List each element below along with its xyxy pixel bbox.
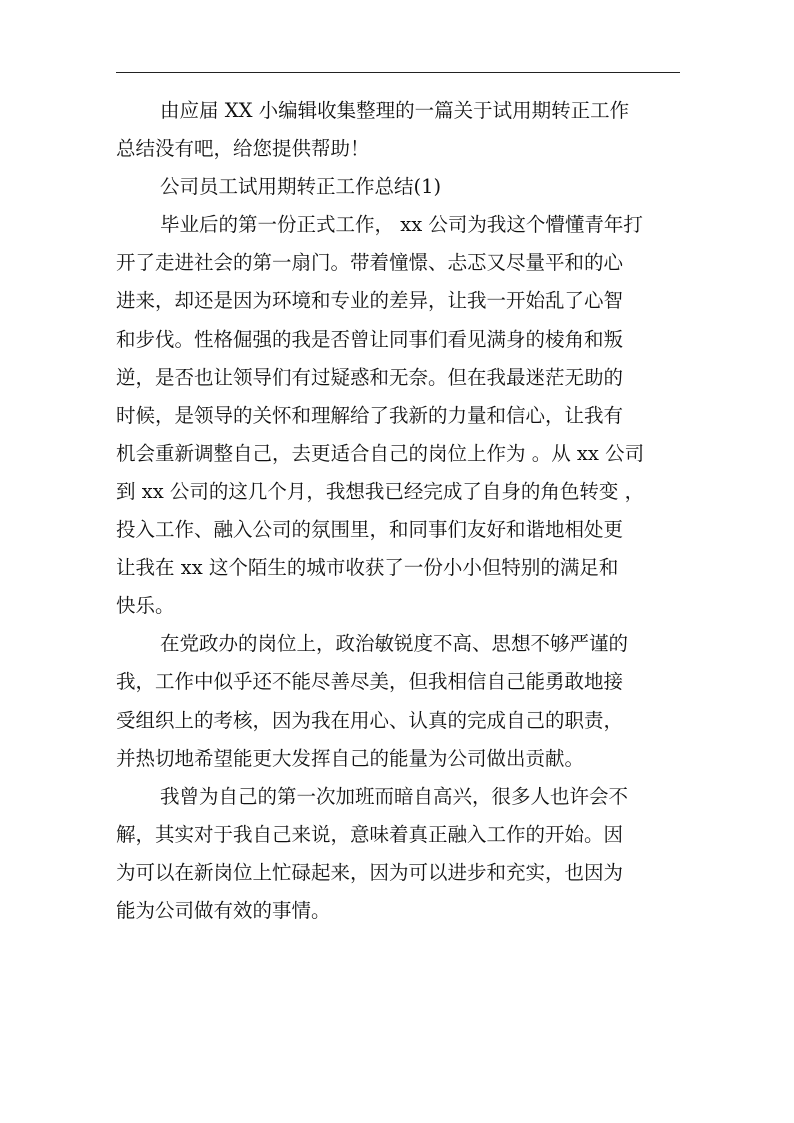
text-line: 毕业后的第一份正式工作， xx 公司为我这个懵懂青年打 <box>160 213 643 237</box>
text-line: 我曾为自己的第一次加班而暗自高兴，很多人也许会不 <box>160 784 629 808</box>
text-line: 在党政办的岗位上，政治敏锐度不高、思想不够严谨的 <box>160 632 629 656</box>
text-line: 由应届 XX 小编辑收集整理的一篇关于试用期转正工作 <box>160 99 630 122</box>
text-line: 快乐。 <box>116 594 175 618</box>
header-rule <box>116 72 680 73</box>
text-line: 能为公司做有效的事情。 <box>116 898 331 922</box>
text-line: 进来，却还是因为环境和专业的差异，让我一开始乱了心智 <box>116 289 624 313</box>
text-line: 投入工作、融入公司的氛围里，和同事们友好和谐地相处更 <box>116 518 624 542</box>
text-line: 到 xx 公司的这几个月，我想我已经完成了自身的角色转变 ， <box>116 479 645 503</box>
text-line: 为可以在新岗位上忙碌起来，因为可以进步和充实，也因为 <box>116 860 624 884</box>
text-line: 总结没有吧，给您提供帮助！ <box>116 137 370 161</box>
text-line: 和步伐。性格倔强的我是否曾让同事们看见满身的棱角和叛 <box>116 327 624 351</box>
text-line: 时候，是领导的关怀和理解给了我新的力量和信心，让我有 <box>116 403 624 427</box>
text-line: 解，其实对于我自己来说，意味着真正融入工作的开始。因 <box>116 822 624 846</box>
text-line: 机会重新调整自己，去更适合自己的岗位上作为 。从 xx 公司 <box>116 441 645 465</box>
section-heading: 公司员工试用期转正工作总结(1) <box>160 175 442 199</box>
text-line: 让我在 xx 这个陌生的城市收获了一份小小但特别的满足和 <box>116 556 619 580</box>
text-line: 逆，是否也让领导们有过疑惑和无奈。但在我最迷茫无助的 <box>116 365 624 389</box>
text-line: 受组织上的考核，因为我在用心、认真的完成自己的职责， <box>116 708 624 732</box>
text-line: 我，工作中似乎还不能尽善尽美，但我相信自己能勇敢地接 <box>116 670 624 694</box>
text-line: 并热切地希望能更大发挥自己的能量为公司做出贡献。 <box>116 746 585 770</box>
text-line: 开了走进社会的第一扇门。带着憧憬、忐忑又尽量平和的心 <box>116 251 624 275</box>
document-body <box>116 92 682 930</box>
